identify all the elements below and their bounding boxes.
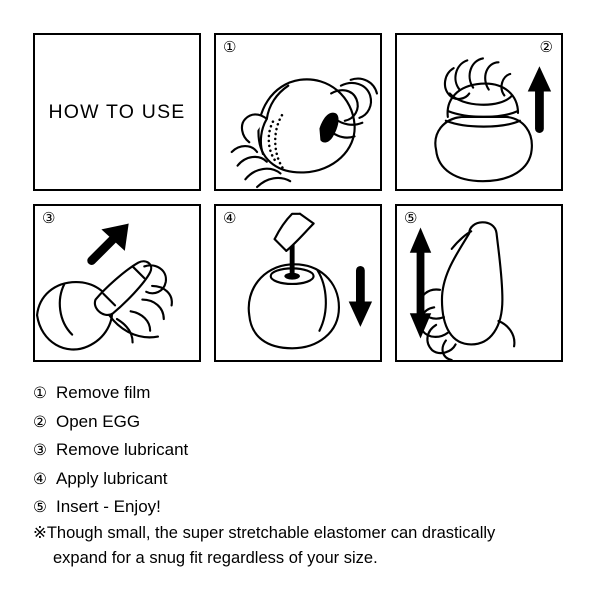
step-3-label: Remove lubricant xyxy=(56,440,189,459)
insert-and-stretch-egg-illustration xyxy=(397,206,561,360)
step-5-mark: ⑤ xyxy=(33,499,47,516)
footnote-line-1 xyxy=(33,521,581,546)
step-2-label: Open EGG xyxy=(56,411,141,431)
step-1-mark: ① xyxy=(33,385,47,402)
hands-peeling-film-off-egg-illustration xyxy=(216,35,380,189)
panel-step-1 xyxy=(214,33,382,191)
steps-list xyxy=(33,379,573,522)
list-item xyxy=(33,379,573,408)
panel-step-4 xyxy=(214,204,382,362)
hand-removing-lubricant-packet-illustration xyxy=(35,206,199,360)
footnote-text-1: Though small, the super stretchable elastomer can drastically xyxy=(46,524,496,542)
step-5-label: Insert - Enjoy! xyxy=(56,497,161,516)
panel-title xyxy=(33,33,201,191)
panel-step-2 xyxy=(395,33,563,191)
footnote-mark: ※ xyxy=(33,524,47,542)
panel-2-number: ② xyxy=(539,39,553,56)
step-2-mark: ② xyxy=(33,413,47,431)
panel-grid xyxy=(33,33,567,362)
panel-4-number: ④ xyxy=(223,210,237,227)
panel-1-number: ① xyxy=(223,39,237,56)
panel-3-number: ③ xyxy=(42,210,56,227)
panel-step-3 xyxy=(33,204,201,362)
hand-pulling-egg-cap-upward-illustration xyxy=(397,35,561,189)
list-item xyxy=(33,465,573,494)
step-4-label: Apply lubricant xyxy=(56,468,168,488)
panel-5-number: ⑤ xyxy=(404,210,418,227)
applying-lubricant-into-egg-illustration xyxy=(216,206,380,360)
step-3-mark: ③ xyxy=(33,442,47,459)
panel-step-5 xyxy=(395,204,563,362)
footnote xyxy=(33,521,581,571)
list-item xyxy=(33,493,573,522)
list-item xyxy=(33,436,573,465)
page-title: HOW TO USE xyxy=(48,100,186,123)
list-item xyxy=(33,408,573,437)
step-4-mark: ④ xyxy=(33,470,47,488)
step-1-label: Remove film xyxy=(56,383,151,402)
footnote-line-2: expand for a snug fit regardless of your size. xyxy=(53,549,378,567)
